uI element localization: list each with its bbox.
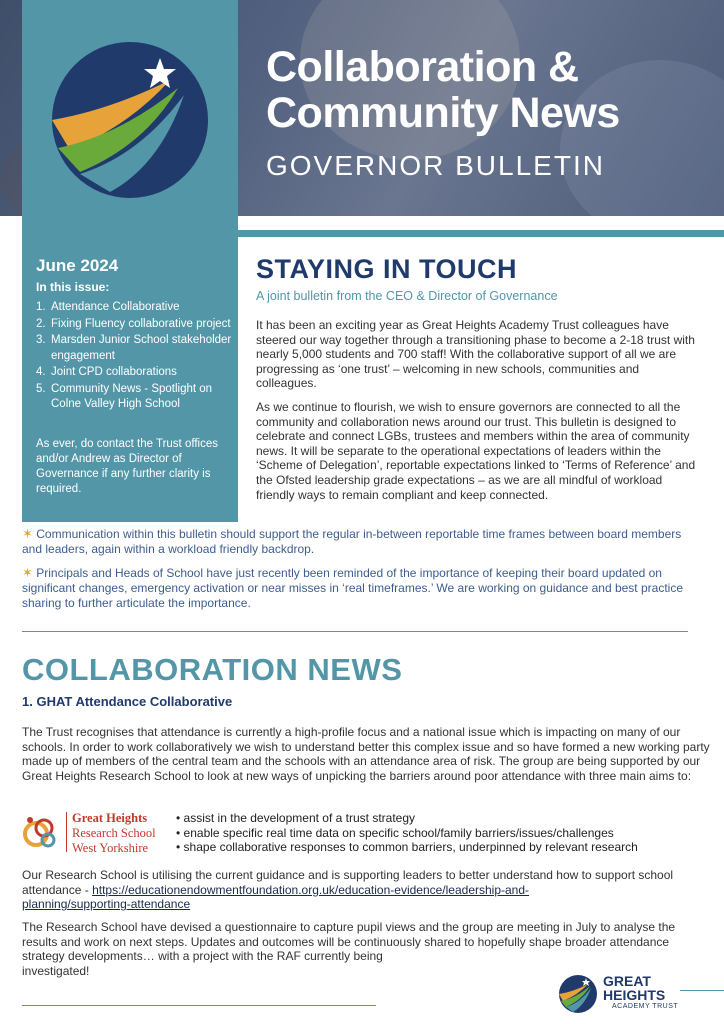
trust-logo-icon — [558, 974, 598, 1014]
star-icon: ✶ — [22, 565, 33, 580]
list-item: 4. Joint CPD collaborations — [36, 366, 177, 378]
trust-logo-icon — [50, 40, 210, 200]
footer-trust-subtitle: ACADEMY TRUST — [612, 1003, 679, 1010]
issue-contents-list — [36, 300, 232, 414]
body-paragraph: The Research School have devised a questionnaire to capture pupil views and the group are meeting in July to analyse the results and work on next steps. Updates and outcomes will be continuously shared to hopefully shape broader attendance strategy developments… with a project with the RAF currently being investigated! — [22, 920, 676, 978]
divider — [238, 230, 724, 237]
list-item: 1. Attendance Collaborative — [36, 301, 180, 313]
bulletin-subtitle: GOVERNOR BULLETIN — [266, 150, 605, 181]
intro-paragraph: It has been an exciting year as Great Heights Academy Trust colleagues have steered our way together through a transitioning phase to become a 2-18 trust with nearly 5,000 students and 700 staff! With the collaborative support of all we are progressing as ‘one trust’ – welcoming in new schools, communities and colleagues. — [256, 318, 695, 391]
eef-attendance-link[interactable]: planning/supporting-attendance — [22, 897, 191, 912]
section-title: COLLABORATION NEWS — [22, 652, 403, 687]
divider — [22, 1005, 376, 1006]
list-item: • shape collaborative responses to common barriers, underpinned by relevant research — [176, 840, 638, 855]
highlight-note: ✶ Principals and Heads of School have just recently been reminded of the importance of keeping their board updated on significant changes, emergency activation or near misses in ‘real timeframes.’ We are working on guidance and best practice sharing to further articulate the importance. — [22, 565, 683, 610]
issue-month: June 2024 — [36, 256, 119, 275]
in-this-issue-heading: In this issue: — [36, 280, 110, 294]
section-title: STAYING IN TOUCH — [256, 254, 518, 284]
intro-paragraph: As we continue to flourish, we wish to ensure governors are connected to all the community and collaboration news around our trust. This bulletin is designed to celebrate and connect LGBs, trustees and members within the area of community news. It will be separate to the operational expectations of leaders within the ‘Scheme of Delegation’, reportable expectations linked to ‘Terms of Reference’ and the Ofsted leadership grade expectations – as we are all mindful of workload friendly ways to remain compliant and keep connected. — [256, 400, 696, 502]
divider — [238, 216, 724, 222]
list-item: 3. Marsden Junior School stakeholder engagement — [36, 334, 232, 362]
highlight-note: ✶ Communication within this bulletin should support the regular in-between reportable time frames between board members and leaders, again within a workload friendly backdrop. — [22, 526, 682, 556]
aims-list — [176, 811, 638, 855]
footer-trust-name: GREAT HEIGHTS — [603, 973, 666, 1003]
body-paragraph: Our Research School is utilising the current guidance and is supporting leaders to better understand how to support school attendance - https://educationendowmentfoundation.org.uk/education-evidence/leadership-and- planning/supporting-attendance — [22, 868, 674, 912]
sidebar-panel — [22, 0, 238, 522]
divider — [22, 631, 688, 632]
divider — [66, 812, 67, 852]
bulletin-title: Collaboration & Community News — [266, 43, 620, 137]
list-item: • enable specific real time data on specific school/family barriers/issues/challenges — [176, 826, 638, 841]
star-icon: ✶ — [22, 526, 33, 541]
section-subtitle: A joint bulletin from the CEO & Director of Governance — [256, 289, 558, 303]
divider — [680, 990, 724, 991]
section-subtitle: 1. GHAT Attendance Collaborative — [22, 694, 233, 709]
list-item: 2. Fixing Fluency collaborative project — [36, 317, 231, 330]
eef-attendance-link[interactable]: https://educationendowmentfoundation.org.uk/education-evidence/leadership-and- — [92, 882, 530, 897]
research-school-logo-icon — [22, 812, 62, 852]
research-school-name: Great Heights Research School West Yorkshire — [72, 811, 156, 855]
list-item: • assist in the development of a trust strategy — [176, 811, 638, 826]
list-item: 5. Community News - Spotlight on Colne Valley High School — [36, 382, 213, 410]
contact-note: As ever, do contact the Trust offices and/or Andrew as Director of Governance if any further clarity is required. — [36, 438, 218, 495]
body-paragraph: The Trust recognises that attendance is currently a high-profile focus and a national issue which is impacting on many of our schools. In order to work collaboratively we wish to understand better this complex issue and so have formed a new working party made up of members of the central team and the schools with an attendance area of risk. The group are being supported by our Great Heights Research School to look at new ways of unpicking the barriers around poor attendance with three main aims to: — [22, 725, 710, 783]
